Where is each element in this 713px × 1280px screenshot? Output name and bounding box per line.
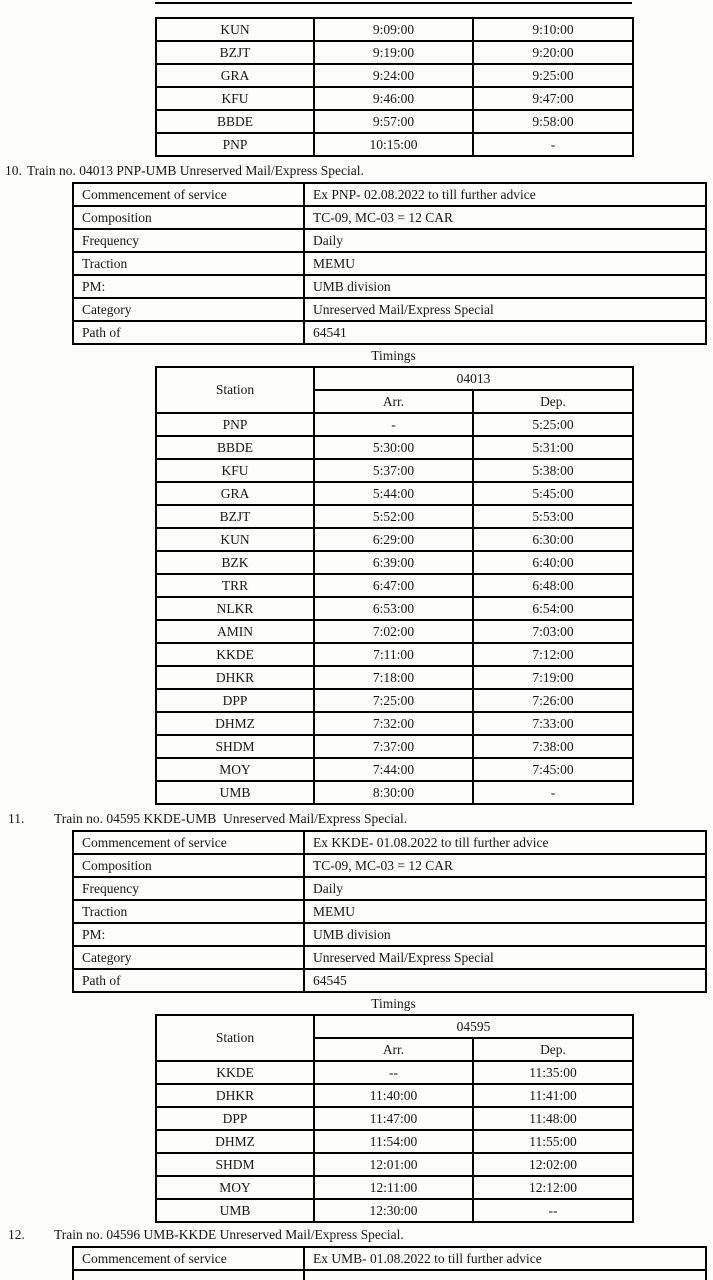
- table-cell: DHMZ: [156, 712, 314, 735]
- table-cell: -: [473, 133, 633, 156]
- table-row: [156, 459, 633, 482]
- table-cell: Path of: [73, 321, 304, 344]
- table-cell: 12:12:00: [473, 1176, 633, 1199]
- top-partial-timings-table: [155, 17, 634, 157]
- table-cell: 9:20:00: [473, 41, 633, 64]
- table-cell: Ex PNP- 02.08.2022 to till further advice: [304, 183, 706, 206]
- table-cell: 11:41:00: [473, 1084, 633, 1107]
- section-10-number: 10.: [5, 163, 22, 178]
- table-row: [156, 1199, 633, 1222]
- table-cell: 6:40:00: [473, 551, 633, 574]
- train-04013-timings-table: [155, 366, 634, 805]
- table-cell: Frequency: [73, 229, 304, 252]
- table-cell: Frequency: [73, 877, 304, 900]
- table-cell: MOY: [156, 758, 314, 781]
- table-cell: DHKR: [156, 666, 314, 689]
- table-cell: 7:44:00: [314, 758, 473, 781]
- arrival-column-header: Arr.: [314, 1038, 473, 1061]
- table-cell: 64541: [304, 321, 706, 344]
- station-column-header: Station: [156, 1015, 314, 1061]
- table-cell: AMIN: [156, 620, 314, 643]
- table-cell: 12:02:00: [473, 1153, 633, 1176]
- table-row: [73, 900, 706, 923]
- train-04595-details-table: [72, 830, 707, 993]
- table-cell: 8:30:00: [314, 781, 473, 804]
- table-cell: Category: [73, 946, 304, 969]
- table-cell: SHDM: [156, 735, 314, 758]
- table-cell: GRA: [156, 64, 314, 87]
- table-row: [73, 1270, 706, 1280]
- table-cell: 9:57:00: [314, 110, 473, 133]
- table-cell: DHMZ: [156, 1130, 314, 1153]
- table-cell: 7:37:00: [314, 735, 473, 758]
- table-row: [156, 781, 633, 804]
- table-row: [156, 551, 633, 574]
- table-cell: KFU: [156, 87, 314, 110]
- table-cell: 6:30:00: [473, 528, 633, 551]
- train-04013-details-body: [73, 183, 706, 344]
- table-cell: 7:38:00: [473, 735, 633, 758]
- table-row: [156, 436, 633, 459]
- table-cell: MOY: [156, 1176, 314, 1199]
- table-cell: 6:47:00: [314, 574, 473, 597]
- table-cell: 11:54:00: [314, 1130, 473, 1153]
- table-row: [156, 597, 633, 620]
- table-cell: TRR: [156, 574, 314, 597]
- table-cell: 7:33:00: [473, 712, 633, 735]
- section-11-number: 11.: [8, 811, 25, 826]
- table-cell: TC-09, MC-03 = 12 CAR: [304, 206, 706, 229]
- table-cell: 9:24:00: [314, 64, 473, 87]
- table-row: [73, 229, 706, 252]
- table-cell: DPP: [156, 1107, 314, 1130]
- table-cell: BZJT: [156, 505, 314, 528]
- table-cell: 5:37:00: [314, 459, 473, 482]
- table-cell: KUN: [156, 18, 314, 41]
- table-row: [73, 1247, 706, 1270]
- cut-off-table-edge: [155, 2, 632, 4]
- table-cell: PM:: [73, 275, 304, 298]
- table-row: [156, 1061, 633, 1084]
- section-12-number: 12.: [8, 1227, 25, 1242]
- table-cell: Composition: [73, 854, 304, 877]
- table-cell: BZJT: [156, 41, 314, 64]
- table-row: [73, 252, 706, 275]
- table-cell: KUN: [156, 528, 314, 551]
- table-row: [156, 574, 633, 597]
- section-12-title: Train no. 04596 UMB-KKDE Unreserved Mail/Express Special.: [54, 1227, 404, 1242]
- table-row: [73, 298, 706, 321]
- table-cell: 5:52:00: [314, 505, 473, 528]
- table-cell: UMB division: [304, 275, 706, 298]
- table-cell: 9:58:00: [473, 110, 633, 133]
- table-cell: 7:12:00: [473, 643, 633, 666]
- table-cell: [304, 1270, 706, 1280]
- table-row: [73, 946, 706, 969]
- table-cell: 7:11:00: [314, 643, 473, 666]
- table-cell: Commencement of service: [73, 183, 304, 206]
- table-cell: 5:44:00: [314, 482, 473, 505]
- table-cell: 12:01:00: [314, 1153, 473, 1176]
- table-row: [156, 1130, 633, 1153]
- table-cell: 6:48:00: [473, 574, 633, 597]
- table-cell: Commencement of service: [73, 831, 304, 854]
- table-cell: -: [473, 781, 633, 804]
- top-partial-timings-body: [156, 18, 633, 156]
- table-row: [73, 854, 706, 877]
- train-04595-details-body: [73, 831, 706, 992]
- table-row: [156, 110, 633, 133]
- train-number-header: 04595: [314, 1015, 633, 1038]
- table-row: [156, 1084, 633, 1107]
- table-row: [73, 877, 706, 900]
- table-row: [156, 758, 633, 781]
- table-cell: DPP: [156, 689, 314, 712]
- table-cell: KFU: [156, 459, 314, 482]
- table-cell: Unreserved Mail/Express Special: [304, 298, 706, 321]
- table-cell: 9:47:00: [473, 87, 633, 110]
- table-cell: Path of: [73, 969, 304, 992]
- table-row: [156, 18, 633, 41]
- table-cell: 7:19:00: [473, 666, 633, 689]
- table-cell: 7:18:00: [314, 666, 473, 689]
- table-cell: 9:09:00: [314, 18, 473, 41]
- table-cell: 11:55:00: [473, 1130, 633, 1153]
- table-cell: Daily: [304, 877, 706, 900]
- table-cell: Traction: [73, 900, 304, 923]
- section-11-heading: [8, 811, 713, 827]
- table-cell: 6:39:00: [314, 551, 473, 574]
- table-cell: MEMU: [304, 900, 706, 923]
- table-cell: GRA: [156, 482, 314, 505]
- table-cell: Commencement of service: [73, 1247, 304, 1270]
- train-04596-details-table: [72, 1246, 707, 1280]
- table-cell: 5:31:00: [473, 436, 633, 459]
- table-cell: UMB: [156, 781, 314, 804]
- table-cell: Unreserved Mail/Express Special: [304, 946, 706, 969]
- section-10-title: Train no. 04013 PNP-UMB Unreserved Mail/Express Special.: [26, 163, 364, 178]
- table-row: [156, 41, 633, 64]
- table-cell: 64545: [304, 969, 706, 992]
- table-cell: 10:15:00: [314, 133, 473, 156]
- table-cell: 6:54:00: [473, 597, 633, 620]
- table-cell: 9:10:00: [473, 18, 633, 41]
- section-12-heading: [8, 1227, 713, 1243]
- table-row: [156, 413, 633, 436]
- table-row: [156, 1153, 633, 1176]
- table-cell: 5:30:00: [314, 436, 473, 459]
- train-04013-details-table: [72, 182, 707, 345]
- table-cell: [73, 1270, 304, 1280]
- table-cell: 11:35:00: [473, 1061, 633, 1084]
- table-row: [156, 64, 633, 87]
- train-number-header: 04013: [314, 367, 633, 390]
- table-cell: 7:03:00: [473, 620, 633, 643]
- train-04595-timings-table: [155, 1014, 634, 1223]
- table-row: [156, 666, 633, 689]
- table-cell: 12:11:00: [314, 1176, 473, 1199]
- table-cell: MEMU: [304, 252, 706, 275]
- table-cell: 7:25:00: [314, 689, 473, 712]
- table-cell: 5:45:00: [473, 482, 633, 505]
- table-cell: 9:25:00: [473, 64, 633, 87]
- table-row: [156, 1176, 633, 1199]
- table-cell: Daily: [304, 229, 706, 252]
- table-cell: PM:: [73, 923, 304, 946]
- train-04595-timings-caption: Timings: [371, 996, 416, 1011]
- table-row: [156, 482, 633, 505]
- table-cell: 12:30:00: [314, 1199, 473, 1222]
- table-cell: BZK: [156, 551, 314, 574]
- departure-column-header: Dep.: [473, 1038, 633, 1061]
- table-row: [73, 206, 706, 229]
- table-cell: --: [473, 1199, 633, 1222]
- table-row: [73, 831, 706, 854]
- table-cell: --: [314, 1061, 473, 1084]
- table-row: [156, 133, 633, 156]
- table-cell: PNP: [156, 413, 314, 436]
- station-column-header: Station: [156, 367, 314, 413]
- table-cell: PNP: [156, 133, 314, 156]
- table-row: [156, 620, 633, 643]
- table-cell: 5:38:00: [473, 459, 633, 482]
- section-11-title: Train no. 04595 KKDE-UMB Unreserved Mail/Express Special.: [54, 811, 408, 826]
- train-04595-timings-body: [156, 1061, 633, 1222]
- table-row: [156, 735, 633, 758]
- section-10-heading: [5, 163, 713, 179]
- table-row: [156, 505, 633, 528]
- table-cell: NLKR: [156, 597, 314, 620]
- table-cell: KKDE: [156, 643, 314, 666]
- table-cell: Traction: [73, 252, 304, 275]
- table-cell: Ex KKDE- 01.08.2022 to till further advice: [304, 831, 706, 854]
- table-cell: 9:46:00: [314, 87, 473, 110]
- table-cell: 9:19:00: [314, 41, 473, 64]
- table-cell: -: [314, 413, 473, 436]
- table-cell: 7:02:00: [314, 620, 473, 643]
- table-cell: SHDM: [156, 1153, 314, 1176]
- train-04013-timings-body: [156, 413, 633, 804]
- table-row: [156, 87, 633, 110]
- table-cell: 11:48:00: [473, 1107, 633, 1130]
- table-row: [73, 275, 706, 298]
- table-row: [156, 712, 633, 735]
- table-cell: UMB: [156, 1199, 314, 1222]
- table-row: [73, 923, 706, 946]
- table-cell: BBDE: [156, 110, 314, 133]
- table-row: [156, 689, 633, 712]
- table-cell: BBDE: [156, 436, 314, 459]
- table-cell: 6:53:00: [314, 597, 473, 620]
- arrival-column-header: Arr.: [314, 390, 473, 413]
- table-row: [156, 643, 633, 666]
- table-row: [73, 969, 706, 992]
- table-cell: 5:53:00: [473, 505, 633, 528]
- table-cell: UMB division: [304, 923, 706, 946]
- table-cell: 11:40:00: [314, 1084, 473, 1107]
- table-cell: DHKR: [156, 1084, 314, 1107]
- table-cell: KKDE: [156, 1061, 314, 1084]
- table-cell: 5:25:00: [473, 413, 633, 436]
- table-cell: 6:29:00: [314, 528, 473, 551]
- table-row: [73, 321, 706, 344]
- table-cell: Category: [73, 298, 304, 321]
- train-04013-timings-caption: Timings: [371, 348, 416, 363]
- table-cell: Ex UMB- 01.08.2022 to till further advice: [304, 1247, 706, 1270]
- train-04596-details-body: [73, 1247, 706, 1280]
- table-cell: 7:32:00: [314, 712, 473, 735]
- table-cell: 7:26:00: [473, 689, 633, 712]
- table-cell: TC-09, MC-03 = 12 CAR: [304, 854, 706, 877]
- table-row: [156, 1107, 633, 1130]
- table-cell: Composition: [73, 206, 304, 229]
- departure-column-header: Dep.: [473, 390, 633, 413]
- table-row: [73, 183, 706, 206]
- table-row: [156, 528, 633, 551]
- table-cell: 11:47:00: [314, 1107, 473, 1130]
- table-cell: 7:45:00: [473, 758, 633, 781]
